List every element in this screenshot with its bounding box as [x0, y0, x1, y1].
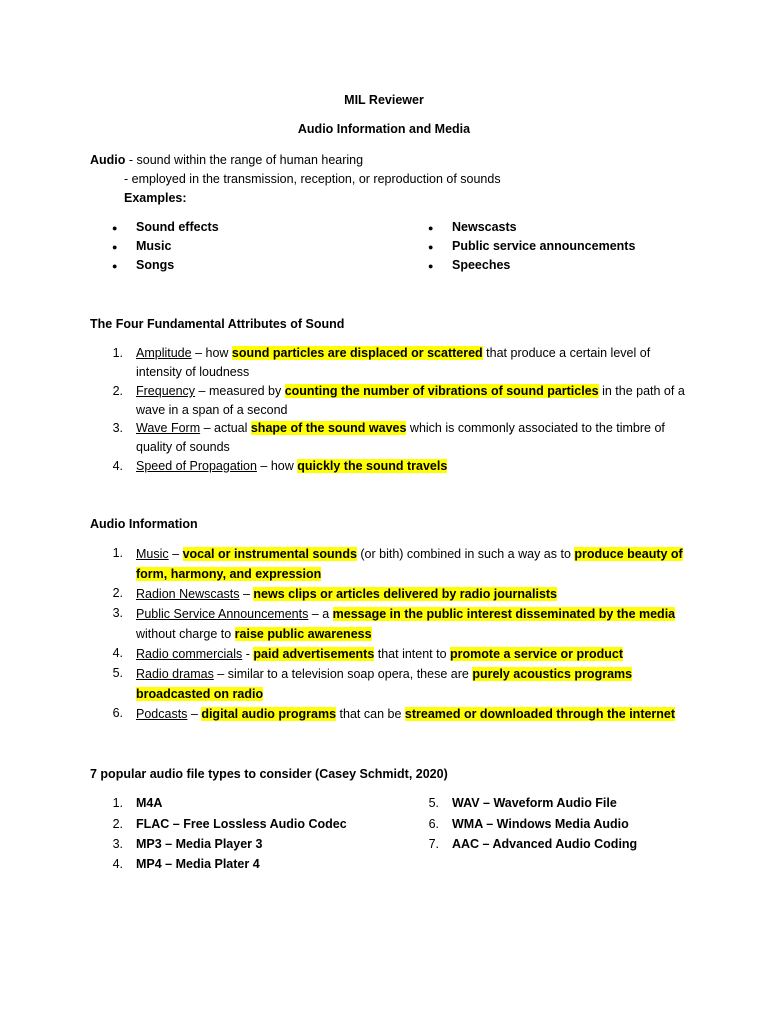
audio-info-text: without charge to	[136, 627, 235, 641]
list-number: 1.	[112, 546, 123, 560]
highlighted-text: vocal or instrumental sounds	[182, 547, 357, 561]
audio-info-term: Podcasts	[136, 707, 188, 721]
file-type-item: MP4 – Media Plater 4	[136, 857, 260, 871]
list-number: 5.	[112, 666, 123, 680]
attribute-item	[136, 382, 686, 419]
audio-info-term: Radio commercials	[136, 647, 243, 661]
bullet-icon: ●	[428, 242, 434, 252]
audio-definition-line1	[90, 151, 363, 169]
attribute-term: Amplitude	[136, 346, 192, 360]
attribute-text: in the path of a wave in a span of a second	[136, 384, 685, 417]
attribute-item	[136, 419, 686, 456]
list-number: 2.	[112, 384, 123, 398]
list-number: 7.	[428, 837, 439, 851]
file-type-item: MP3 – Media Player 3	[136, 837, 263, 851]
bullet-icon: ●	[428, 261, 434, 271]
bullet-icon: ●	[112, 242, 118, 252]
attributes-heading: The Four Fundamental Attributes of Sound	[90, 317, 345, 331]
highlighted-text: paid advertisements	[253, 647, 375, 661]
file-type-item: AAC – Advanced Audio Coding	[452, 837, 638, 851]
bullet-icon: ●	[112, 223, 118, 233]
attribute-text: – how	[256, 459, 298, 473]
page-subtitle: Audio Information and Media	[297, 122, 471, 136]
audio-info-item	[136, 604, 696, 644]
highlighted-text: message in the public interest disseminated by the media	[332, 607, 676, 621]
audio-info-item	[136, 664, 696, 704]
example-item: Songs	[136, 258, 175, 272]
audio-info-item	[136, 584, 696, 604]
file-type-item: WMA – Windows Media Audio	[452, 817, 629, 831]
list-number: 6.	[428, 817, 439, 831]
audio-info-text: – similar to a television soap opera, these are	[213, 667, 473, 681]
list-number: 1.	[112, 346, 123, 360]
highlighted-text: sound particles are displaced or scattered	[231, 346, 483, 360]
audio-info-text: –	[168, 547, 183, 561]
list-number: 4.	[112, 857, 123, 871]
attribute-text: which is commonly associated to the timbre of quality of sounds	[136, 421, 665, 454]
example-item: Speeches	[452, 258, 511, 272]
list-number: 6.	[112, 706, 123, 720]
attribute-text: – actual	[200, 421, 251, 435]
highlighted-text: produce beauty of form, harmony, and expression	[136, 547, 683, 581]
attribute-text: – how	[191, 346, 232, 360]
highlighted-text: digital audio programs	[201, 707, 337, 721]
list-number: 4.	[112, 459, 123, 473]
list-number: 2.	[112, 586, 123, 600]
example-item: Music	[136, 239, 172, 253]
highlighted-text: streamed or downloaded through the internet	[404, 707, 676, 721]
attribute-term: Speed of Propagation	[136, 459, 257, 473]
audio-info-text: (or bith) combined in such a way as to	[356, 547, 575, 561]
examples-label: Examples:	[124, 191, 187, 205]
audio-info-text: – a	[308, 607, 333, 621]
example-item: Newscasts	[452, 220, 517, 234]
highlighted-text: purely acoustics programs broadcasted on radio	[136, 667, 633, 701]
audio-info-text: that can be	[336, 707, 405, 721]
highlighted-text: news clips or articles delivered by radio journalists	[253, 587, 558, 601]
file-type-item: M4A	[136, 796, 163, 810]
attribute-text: that produce a certain level of intensity of loudness	[136, 346, 651, 379]
audio-term: Audio	[90, 153, 126, 167]
highlighted-text: counting the number of vibrations of sound particles	[284, 384, 599, 398]
example-item: Sound effects	[136, 220, 219, 234]
attribute-item	[136, 344, 686, 381]
list-number: 1.	[112, 796, 123, 810]
attribute-item	[136, 457, 686, 476]
audio-info-text: that intent to	[374, 647, 451, 661]
highlighted-text: raise public awareness	[234, 627, 372, 641]
file-types-heading: 7 popular audio file types to consider (Casey Schmidt, 2020)	[90, 767, 448, 781]
attribute-term: Wave Form	[136, 421, 201, 435]
list-number: 2.	[112, 817, 123, 831]
audio-info-term: Public Service Announcements	[136, 607, 309, 621]
list-number: 4.	[112, 646, 123, 660]
audio-info-heading: Audio Information	[90, 517, 198, 531]
list-number: 3.	[112, 606, 123, 620]
file-type-item: FLAC – Free Lossless Audio Codec	[136, 817, 347, 831]
bullet-icon: ●	[428, 223, 434, 233]
audio-info-term: Radion Newscasts	[136, 587, 240, 601]
example-item: Public service announcements	[452, 239, 636, 253]
audio-info-term: Radio dramas	[136, 667, 214, 681]
highlighted-text: quickly the sound travels	[297, 459, 448, 473]
list-number: 5.	[428, 796, 439, 810]
audio-info-text: –	[187, 707, 202, 721]
audio-info-item	[136, 644, 696, 664]
audio-info-item	[136, 544, 696, 584]
attribute-term: Frequency	[136, 384, 196, 398]
audio-info-item	[136, 704, 696, 724]
audio-definition-line2: - employed in the transmission, reception, or reproduction of sounds	[124, 172, 501, 186]
file-type-item: WAV – Waveform Audio File	[452, 796, 617, 810]
audio-info-text: -	[242, 647, 254, 661]
highlighted-text: promote a service or product	[450, 647, 623, 661]
highlighted-text: shape of the sound waves	[250, 421, 407, 435]
list-number: 3.	[112, 421, 123, 435]
audio-info-text: –	[239, 587, 254, 601]
list-number: 3.	[112, 837, 123, 851]
audio-info-term: Music	[136, 547, 169, 561]
bullet-icon: ●	[112, 261, 118, 271]
attribute-text: – measured by	[195, 384, 285, 398]
page-title: MIL Reviewer	[344, 93, 424, 107]
audio-definition-text: - sound within the range of human hearing	[125, 153, 364, 167]
